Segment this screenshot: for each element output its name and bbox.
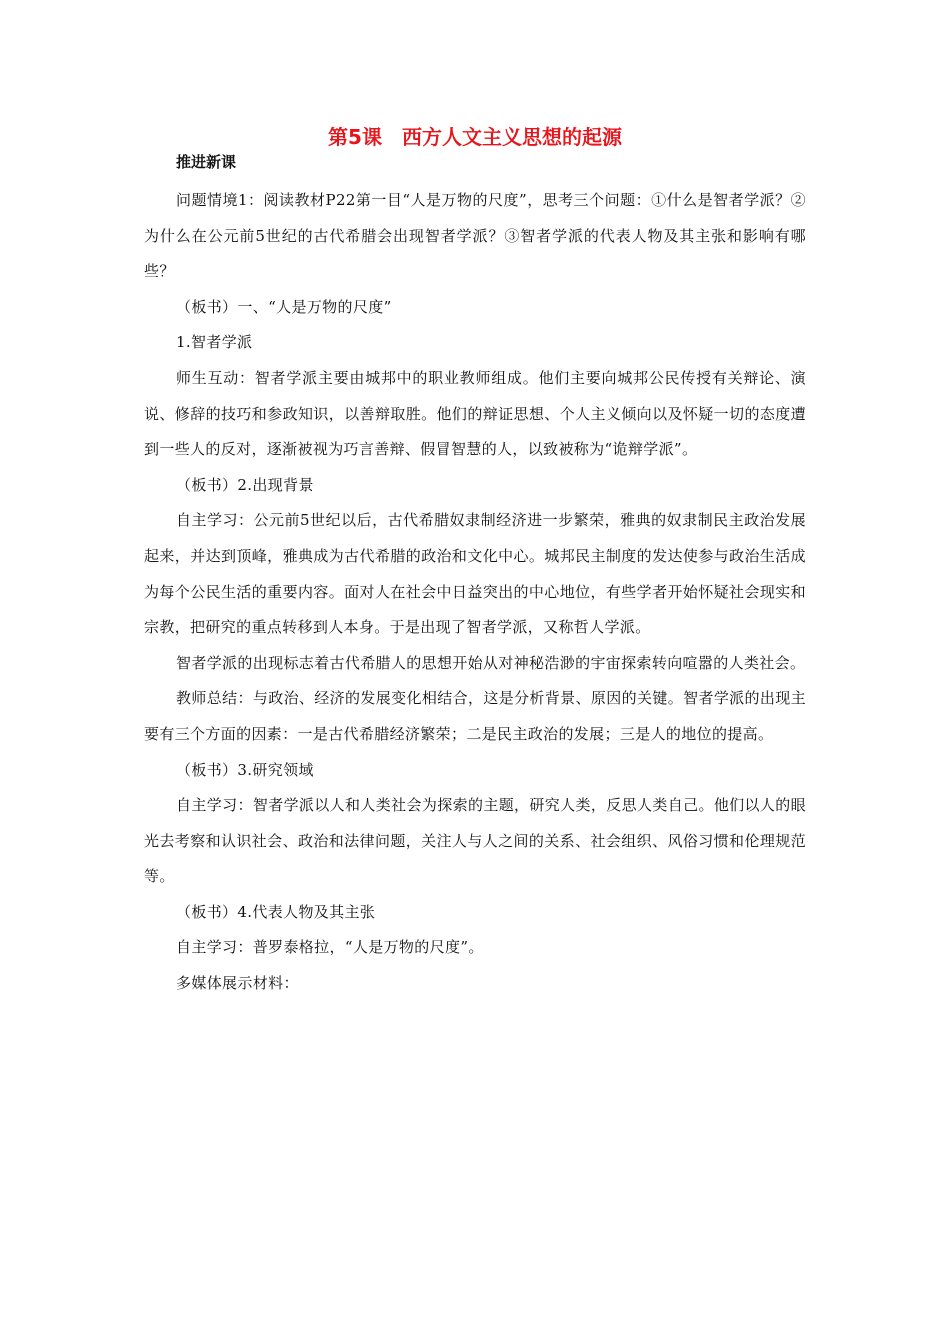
paragraph-board-representatives: （板书）4.代表人物及其主张 xyxy=(176,902,376,921)
paragraph-board-research-field: （板书）3.研究领域 xyxy=(176,760,314,779)
paragraph-subheading-sophists: 1.智者学派 xyxy=(176,333,253,352)
paragraph-multimedia-material: 多媒体展示材料： xyxy=(176,974,299,993)
paragraph-board-background: （板书）2.出现背景 xyxy=(176,475,314,494)
paragraph-teacher-summary: 教师总结：与政治、经济的发展变化相结合，这是分析背景、原因的关键。智者学派的出现主要有三个方面的因素：一是古代希腊经济繁荣；二是民主政治的发展；三是人的地位的提高。 xyxy=(144,689,806,743)
paragraph-significance: 智者学派的出现标志着古代希腊人的思想开始从对神秘浩渺的宇宙探索转向喧嚣的人类社会。 xyxy=(176,653,806,672)
paragraph-self-study-background: 自主学习：公元前5世纪以后，古代希腊奴隶制经济进一步繁荣，雅典的奴隶制民主政治发展起来，并达到顶峰，雅典成为古代希腊的政治和文化中心。城邦民主制度的发达使参与政治生活成为每个公民生活的重要内容。面对人在社会中日益突出的中心地位，有些学者开始怀疑社会现实和宗教，把研究的重点转移到人本身。于是出现了智者学派，又称哲人学派。 xyxy=(144,511,806,637)
paragraph-self-study-research: 自主学习：智者学派以人和人类社会为探索的主题，研究人类，反思人类自己。他们以人的眼光去考察和认识社会、政治和法律问题，关注人与人之间的关系、社会组织、风俗习惯和伦理规范等。 xyxy=(144,796,806,886)
paragraph-self-study-protagoras: 自主学习：普罗泰格拉，“人是万物的尺度”。 xyxy=(176,938,484,957)
section-heading: 推进新课 xyxy=(176,153,237,171)
paragraph-board-heading-1: （板书）一、“人是万物的尺度” xyxy=(176,297,392,316)
document-body xyxy=(144,183,806,1002)
paragraph-teacher-student-interaction: 师生互动：智者学派主要由城邦中的职业教师组成。他们主要向城邦公民传授有关辩论、演说、修辞的技巧和参政知识，以善辩取胜。他们的辩证思想、个人主义倾向以及怀疑一切的态度遭到一些人的反对，逐渐被视为巧言善辩、假冒智慧的人，以致被称为“诡辩学派”。 xyxy=(144,368,806,459)
paragraph-problem-situation: 问题情境1：阅读教材P22第一目“人是万物的尺度”，思考三个问题：①什么是智者学派？②为什么在公元前5世纪的古代希腊会出现智者学派？③智者学派的代表人物及其主张和影响有哪些？ xyxy=(144,191,806,281)
lesson-title: 第5课 西方人文主义思想的起源 xyxy=(328,125,622,149)
